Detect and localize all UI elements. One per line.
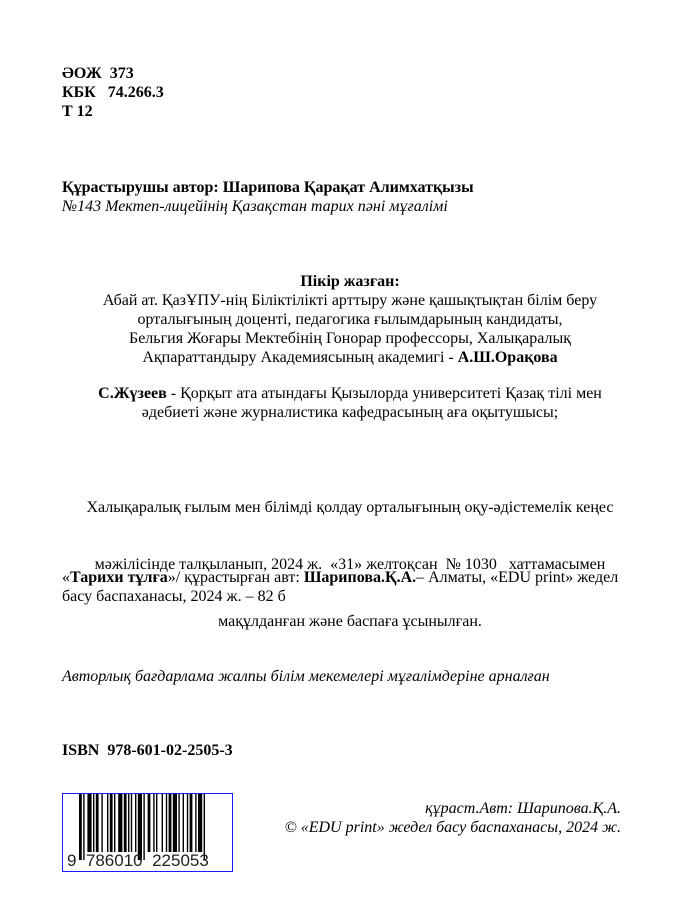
author-name: Құрастырушы автор: Шарипова Қарақат Алимхатқызы: [62, 179, 474, 196]
barcode-bar: [198, 794, 202, 852]
reviewer-1-name: А.Ш.Орақова: [457, 349, 558, 366]
reviewer-2-name: С.Жүзеев: [98, 385, 167, 402]
barcode-bar: [114, 794, 115, 852]
barcode-bar: [101, 794, 102, 852]
author-position: №143 Мектеп-лицейінің Қазақстан тарих пәні мұғалімі: [62, 198, 448, 215]
approval-line: мәжілісінде талқыланып, 2024 ж. «31» желтоқсан № 1030 хаттамасымен: [94, 556, 606, 573]
barcode-bar: [128, 794, 129, 852]
barcode-bar: [162, 794, 163, 852]
udc-code: ӘОЖ 373: [62, 65, 134, 82]
copyright-author: құраст.Авт: Шарипова.Қ.А.: [425, 800, 621, 817]
barcode-digits: 9 786010 225053: [67, 851, 209, 870]
copyright-block: [285, 799, 621, 837]
barcode-bar: [153, 794, 154, 852]
author-block: [62, 178, 474, 216]
barcode-bar: [96, 794, 99, 852]
reviewer-2-block: [60, 384, 640, 422]
approval-line: мақұлданған және баспаға ұсынылған.: [218, 613, 482, 630]
reviewer-1-line: Абай ат. ҚазҰПУ-нің Біліктілікті арттыру және қашықтықтан білім беру: [102, 292, 598, 309]
copyright-publisher: © «EDU print» жедел басу баспаханасы, 2024 ж.: [284, 819, 621, 836]
barcode-bar: [148, 794, 151, 852]
barcode-bar: [87, 794, 91, 852]
reviewer-2-text: - Қорқыт ата атындағы Қызылорда университеті Қазақ тілі мен: [166, 385, 602, 402]
reviewer-1-line: орталығының доценті, педагогика ғылымдарының кандидаты,: [137, 311, 563, 328]
reviewer-2-text: әдебиеті және журналистика кафедрасының аға оқытушысы;: [141, 404, 559, 421]
barcode-bar: [178, 794, 179, 852]
barcode-bar: [190, 794, 193, 852]
purpose-note: Авторлық бағдарлама жалпы білім мекемелері мұғалімдеріне арналған: [62, 668, 550, 685]
barcode-bar: [195, 794, 196, 852]
reviewer-1-line: Ақпараттандыру Академиясының академигі -: [142, 349, 458, 366]
barcode-bar: [110, 794, 113, 852]
approval-line: Халықаралық ғылым мен білімді қолдау орталығының оқу-әдістемелік кеңес: [86, 499, 614, 516]
barcode-bar: [183, 794, 184, 852]
classification-codes: [62, 64, 164, 121]
barcode-bar: [169, 794, 172, 852]
reviewers-heading: Пікір жазған:: [300, 273, 400, 290]
barcode-bar: [173, 794, 177, 852]
barcode-bar: [124, 794, 127, 852]
citation-publisher: – Алматы, «EDU print» жедел: [416, 569, 619, 586]
barcode-bar: [187, 794, 188, 852]
barcode-bar: [107, 794, 108, 852]
barcode: [62, 793, 233, 872]
approval-note: [50, 460, 650, 650]
barcode-bar: [93, 794, 94, 852]
barcode-bar: [166, 794, 167, 852]
barcode-bar: [118, 794, 122, 852]
reviewers-block: [60, 272, 640, 367]
citation-quote: «: [62, 569, 70, 586]
barcode-bar: [135, 794, 136, 852]
bbk-code: КБК 74.266.3: [62, 84, 164, 101]
barcode-bar: [156, 794, 157, 852]
citation-compiler-label: »/ құрастырған авт:: [167, 569, 304, 586]
reviewer-1-line: Бельгия Жоғары Мектебінің Гонорар профессоры, Халықаралық: [129, 330, 571, 347]
isbn: ISBN 978-601-02-2505-3: [62, 742, 233, 759]
barcode-bar: [131, 794, 132, 852]
citation-line-2: басу баспаханасы, 2024 ж. – 82 б: [62, 588, 286, 605]
citation: [62, 568, 642, 606]
book-title: Тарихи тұлға: [70, 569, 168, 586]
citation-author: Шарипова.Қ.А.: [303, 569, 417, 586]
author-mark: Т 12: [62, 103, 93, 120]
